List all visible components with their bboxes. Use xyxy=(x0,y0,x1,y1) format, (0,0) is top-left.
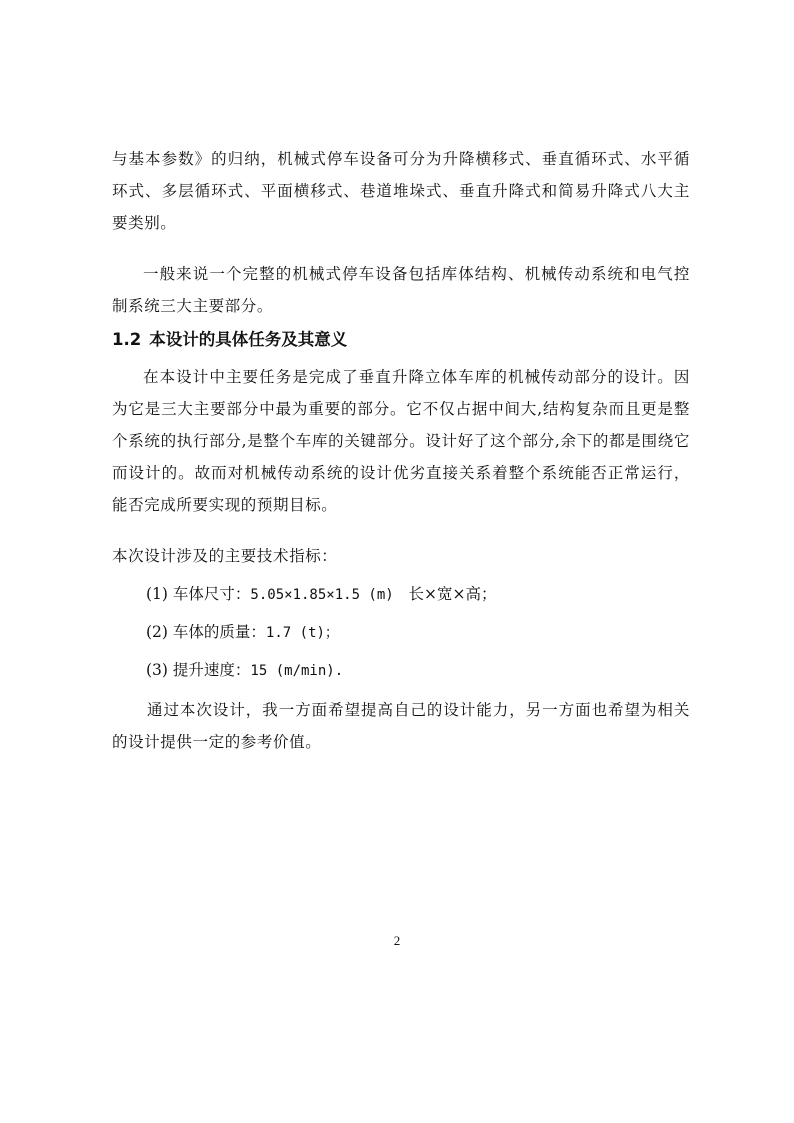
spec-item xyxy=(146,616,339,649)
spec-item xyxy=(146,654,343,687)
page-number: 2 xyxy=(393,933,401,948)
spec-label: 车体尺寸： xyxy=(172,585,251,603)
spec-index: (3) xyxy=(146,661,168,679)
spec-label: 提升速度： xyxy=(172,661,251,679)
spec-label: 车体的质量： xyxy=(172,623,266,641)
spec-value: 15 (m/min). xyxy=(250,663,344,679)
specs-intro: 本次设计涉及的主要技术指标： xyxy=(112,547,338,565)
paragraph-classification: 与基本参数》的归纳，机械式停车设备可分为升降横移式、垂直循环式、水平循环式、多层循环式、平面横移式、巷道堆垛式、垂直升降式和简易升降式八大主要类别。 xyxy=(112,150,690,232)
spec-index: (1) xyxy=(146,585,168,603)
spec-value: 5.05×1.85×1.5 (m) xyxy=(250,587,394,603)
section-title: 本设计的具体任务及其意义 xyxy=(149,330,348,349)
section-heading xyxy=(112,326,347,354)
section-number: 1.2 xyxy=(112,330,142,349)
spec-index: (2) xyxy=(146,623,168,641)
spec-suffix: 长×宽×高； xyxy=(408,585,497,603)
paragraph-closing: 通过本次设计，我一方面希望提高自己的设计能力，另一方面也希望为相关的设计提供一定的参考价值。 xyxy=(112,701,690,751)
paragraph-components: 一般来说一个完整的机械式停车设备包括库体结构、机械传动系统和电气控制系统三大主要部分。 xyxy=(112,265,690,315)
paragraph-design-task: 在本设计中主要任务是完成了垂直升降立体车库的机械传动部分的设计。因为它是三大主要部分中最为重要的部分。它不仅占据中间大,结构复杂而且更是整个系统的执行部分,是整个车库的关键部分。设计好了这个部分,余下的都是围绕它而设计的。故而对机械传动系统的设计优劣直接关系着整个系统能否正常运行，能否完成所要实现的预期目标。 xyxy=(112,368,690,514)
spec-value: 1.7 (t)； xyxy=(265,625,339,641)
spec-item xyxy=(146,578,496,611)
